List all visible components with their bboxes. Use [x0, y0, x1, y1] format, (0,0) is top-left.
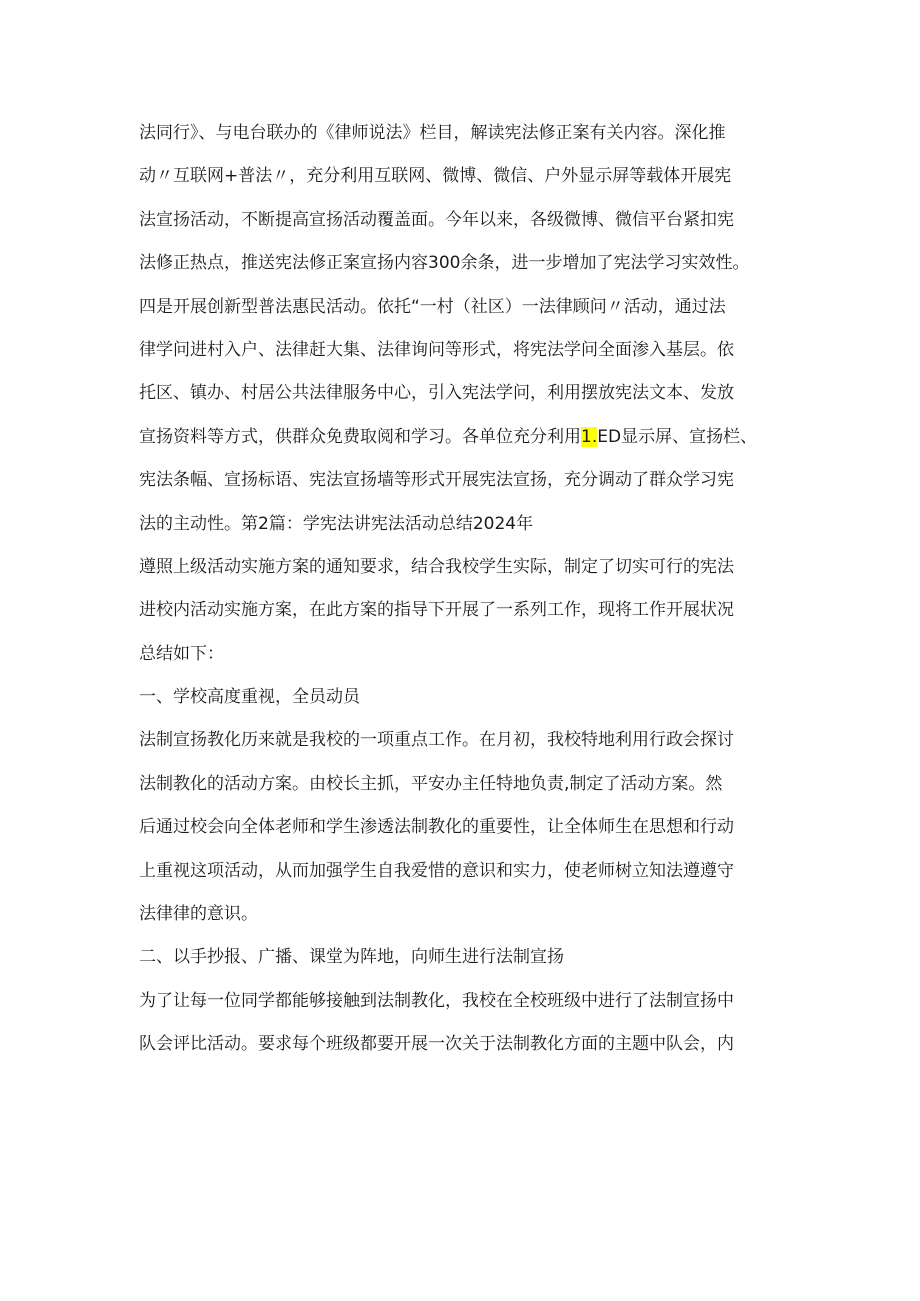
text-line: 队会评比活动。要求每个班级都要开展一次关于法制教化方面的主题中队会，内 [139, 1034, 734, 1055]
text-line: 法的主动性。第2篇：学宪法讲宪法活动总结2024年 [139, 513, 534, 534]
text-line: 托区、镇办、村居公共法律服务中心，引入宪法学问，利用摆放宪法文本、发放 [139, 383, 734, 404]
text-line: 进校内活动实施方案，在此方案的指导下开展了一系列工作，现将工作开展状况 [139, 600, 734, 621]
text-line: 四是开展创新型普法惠民活动。依托“一村（社区）一法律顾问〃活动，通过法 [139, 296, 726, 317]
text-line: 法同行》、与电台联办的《律师说法》栏目，解读宪法修正案有关内容。深化推 [139, 123, 726, 143]
text-segment: ED显示屏、宣扬栏、 [597, 426, 758, 447]
text-line: 总结如下： [139, 643, 224, 664]
text-line: 动〃互联网+普法〃，充分利用互联网、微博、微信、户外显示屏等载体开展宪 [139, 166, 732, 187]
text-segment: 宣扬资料等方式，供群众免费取阅和学习。各单位充分利用 [139, 426, 581, 447]
text-line: 后通过校会向全体老师和学生渗透法制教化的重要性，让全体师生在思想和行动 [139, 817, 734, 838]
section-heading: 一、学校高度重视，全员动员 [139, 687, 360, 708]
text-line-highlighted [139, 416, 799, 459]
text-line: 遵照上级活动实施方案的通知要求，结合我校学生实际，制定了切实可行的宪法 [139, 556, 734, 577]
text-line: 法制宣扬教化历来就是我校的一项重点工作。在月初，我校特地利用行政会探讨 [139, 730, 734, 751]
text-line: 律学问进村入户、法律赶大集、法律询问等形式，将宪法学问全面渗入基层。依 [139, 339, 734, 360]
text-line: 为了让每一位同学都能够接触到法制教化，我校在全校班级中进行了法制宣扬中 [139, 990, 734, 1011]
text-line: 法律律的意识。 [139, 904, 258, 925]
text-line: 宪法条幅、宣扬标语、宪法宣扬墙等形式开展宪法宣扬，充分调动了群众学习宪 [139, 470, 734, 491]
document-body [139, 112, 799, 1067]
text-line: 法制教化的活动方案。由校长主抓，平安办主任特地负责,制定了活动方案。然 [139, 773, 723, 794]
text-line: 法修正热点，推送宪法修正案宣扬内容300余条，进一步增加了宪法学习实效性。 [139, 253, 750, 274]
text-line: 法宣扬活动，不断提高宣扬活动覆盖面。今年以来，各级微博、微信平台紧扣宪 [139, 209, 734, 230]
section-heading: 二、以手抄报、广播、课堂为阵地，向师生进行法制宣扬 [139, 947, 564, 968]
highlighted-text: 1. [581, 426, 598, 447]
text-line: 上重视这项活动，从而加强学生自我爱惜的意识和实力，使老师树立知法遵遵守 [139, 860, 734, 881]
